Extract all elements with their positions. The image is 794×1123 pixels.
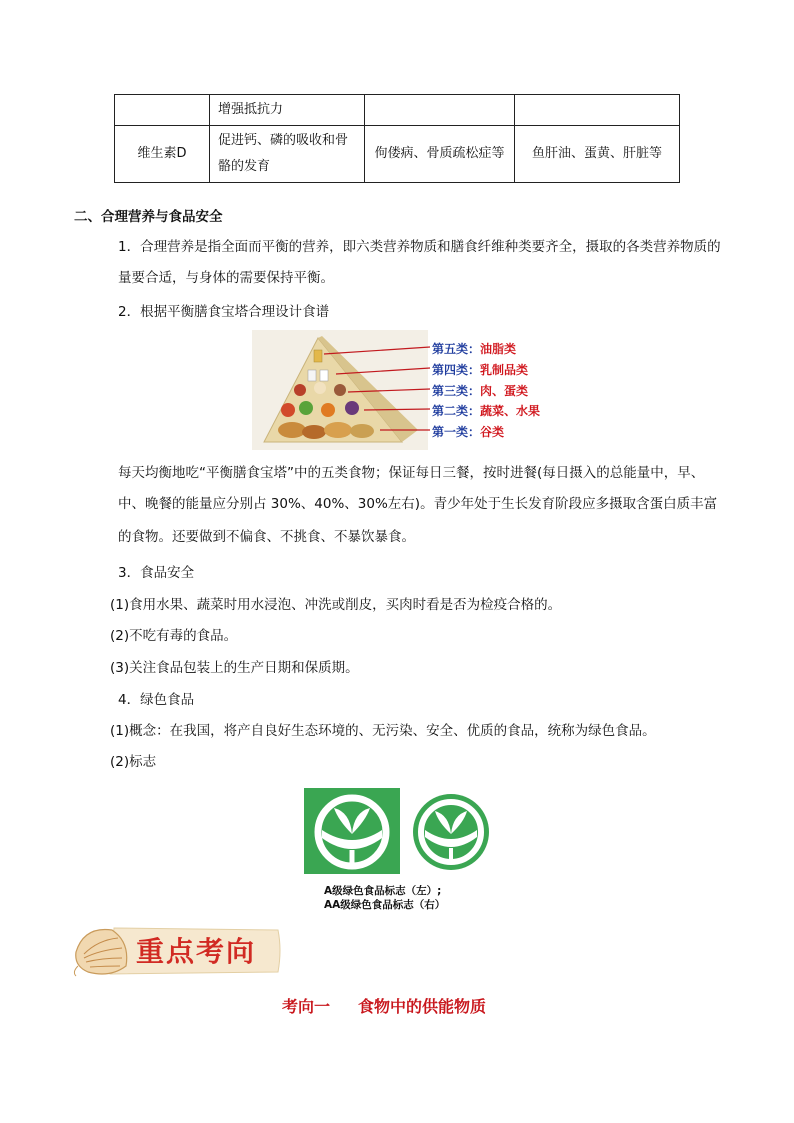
table-cell: 维生素D	[115, 126, 210, 183]
table-cell	[515, 95, 680, 126]
paragraph-line: (1)概念：在我国，将产自良好生态环境的、无污染、安全、优质的食品，统称为绿色食品。	[110, 723, 656, 739]
item-title: 3．食品安全	[118, 565, 195, 581]
table-cell	[115, 95, 210, 126]
pyramid-label: 第四类：乳制品类	[432, 363, 529, 377]
banner-title: 重点考向	[136, 935, 257, 968]
table-cell: 佝偻病、骨质疏松症等	[365, 126, 515, 183]
table-row	[115, 126, 680, 183]
logo-caption: A级绿色食品标志（左）;	[324, 885, 442, 897]
vitamin-table	[114, 94, 680, 183]
food-pyramid-figure	[252, 330, 552, 450]
paragraph-line: 1．合理营养是指全面而平衡的营养，即六类营养物质和膳食纤维种类要齐全，摄取的各类营养物质的	[118, 239, 721, 255]
paragraph-line: 的食物。还要做到不偏食、不挑食、不暴饮暴食。	[118, 529, 415, 545]
paragraph-line: 中、晚餐的能量应分别占 30%、40%、30%左右)。青少年处于生长发育阶段应多摄取含蛋白质丰富	[118, 496, 718, 512]
key-points-banner	[70, 922, 282, 978]
paragraph-line: (3)关注食品包装上的生产日期和保质期。	[110, 660, 359, 676]
pyramid-label: 第五类：油脂类	[432, 342, 517, 356]
subheading: 考向一 食物中的供能物质	[282, 997, 487, 1016]
table-cell	[365, 95, 515, 126]
table-cell: 鱼肝油、蛋黄、肝脏等	[515, 126, 680, 183]
paragraph-line: 每天均衡地吃“平衡膳食宝塔”中的五类食物；保证每日三餐，按时进餐(每日摄入的总能量中，早、	[118, 465, 705, 481]
paragraph-line: (2)标志	[110, 754, 157, 770]
pyramid-label: 第一类：谷类	[432, 425, 505, 439]
paragraph-line: (2)不吃有毒的食品。	[110, 628, 238, 644]
paragraph-line: (1)食用水果、蔬菜时用水浸泡、冲洗或削皮，买肉时看是否为检疫合格的。	[110, 597, 562, 613]
pyramid-label: 第三类：肉、蛋类	[432, 384, 529, 398]
logo-caption: AA级绿色食品标志（右）	[324, 899, 446, 911]
item-title: 2．根据平衡膳食宝塔合理设计食谱	[118, 304, 330, 320]
table-cell: 增强抵抗力	[210, 95, 365, 126]
table-row	[115, 95, 680, 126]
item-title: 4．绿色食品	[118, 692, 195, 708]
pyramid-label: 第二类：蔬菜、水果	[432, 404, 541, 418]
section-heading: 二、合理营养与食品安全	[74, 209, 223, 225]
table-cell: 促进钙、磷的吸收和骨 骼的发育	[210, 126, 365, 183]
paragraph-line: 量要合适，与身体的需要保持平衡。	[118, 270, 334, 286]
